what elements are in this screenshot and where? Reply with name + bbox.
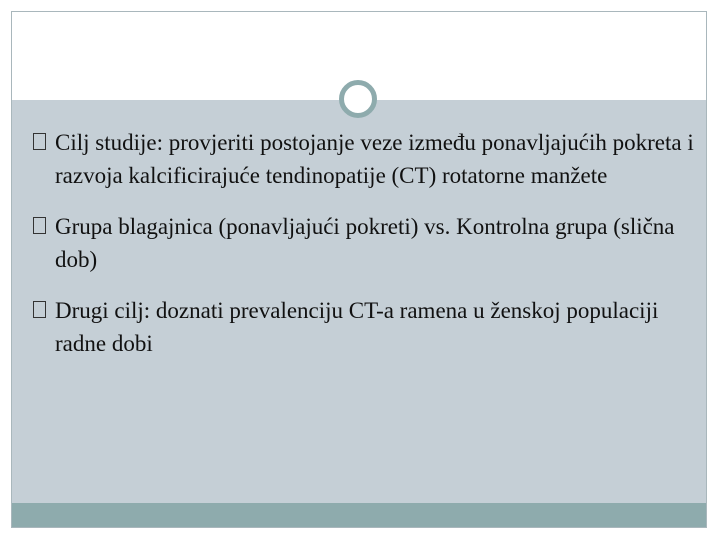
- missing-glyph-box-icon: [33, 133, 46, 150]
- bullet-text: Cilj studije: provjeriti postojanje veze između ponavljajućih pokreta i razvoja kalcificirajuće tendinopatije (CT) rotatorne manžete: [55, 130, 694, 188]
- bullet-list: [34, 126, 698, 378]
- bullet-item-groups: [34, 210, 698, 276]
- bullet-item-aim: [34, 126, 698, 192]
- bullet-text: Grupa blagajnica (ponavljajući pokreti) vs. Kontrolna grupa (slična dob): [55, 214, 675, 272]
- bullet-item-second-aim: [34, 294, 698, 360]
- footer-band: [12, 503, 706, 527]
- circle-ornament-icon: [339, 80, 377, 118]
- bullet-text: Drugi cilj: doznati prevalenciju CT-a ramena u ženskoj populaciji radne dobi: [55, 298, 659, 356]
- missing-glyph-box-icon: [33, 301, 46, 318]
- missing-glyph-box-icon: [33, 217, 46, 234]
